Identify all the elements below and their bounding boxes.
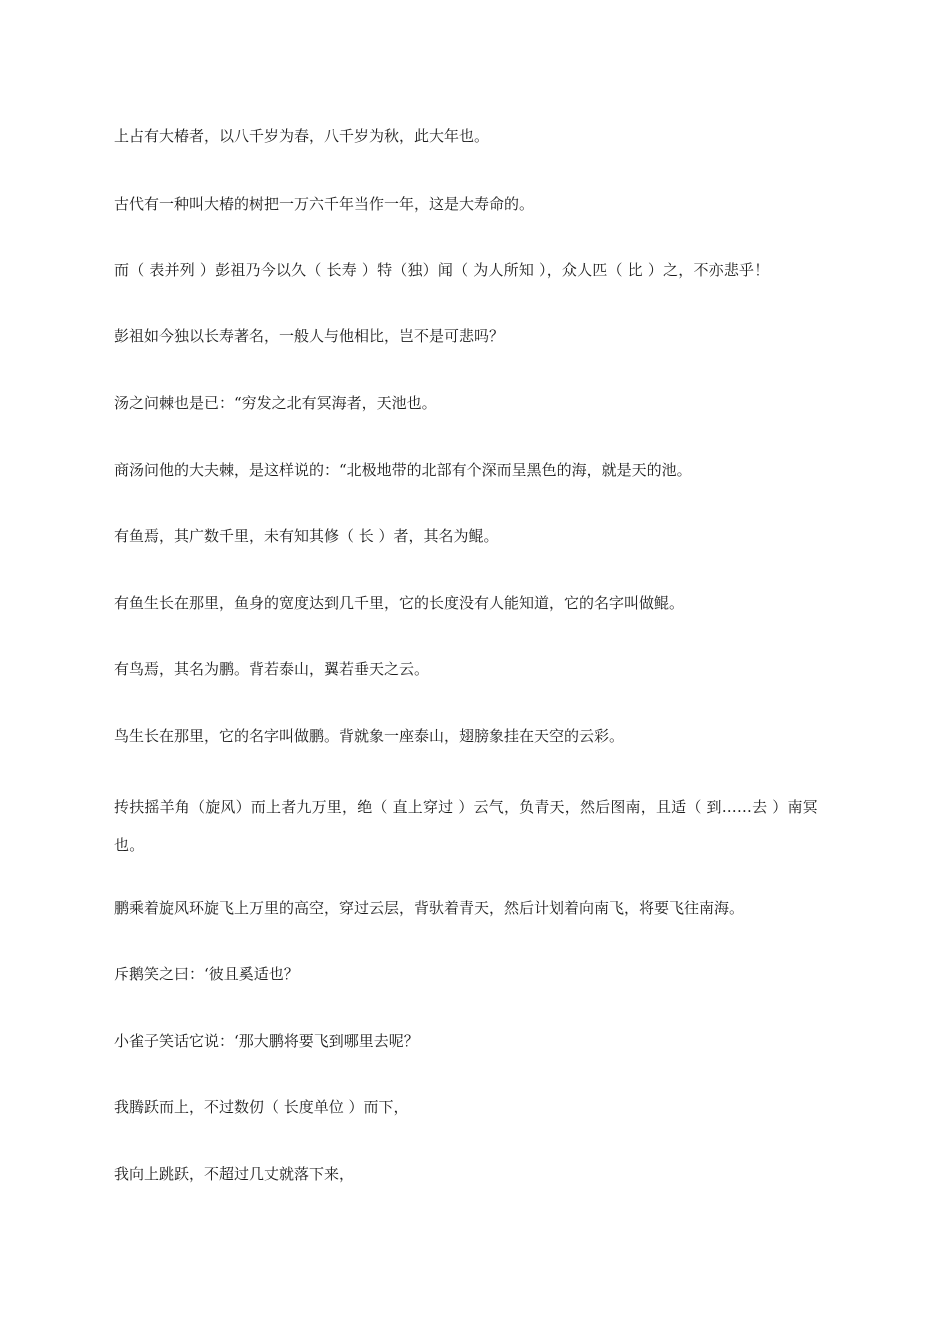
paragraph-4: 彭祖如今独以长寿著名，一般人与他相比，岂不是可悲吗？ <box>114 327 505 345</box>
paragraph-2: 古代有一种叫大椿的树把一万六千年当作一年，这是大寿命的。 <box>114 195 535 213</box>
paragraph-12: 鹏乘着旋风环旋飞上万里的高空，穿过云层，背驮着青天，然后计划着向南飞，将要飞往南海。 <box>114 899 745 917</box>
paragraph-7: 有鱼焉，其广数千里，未有知其修（ 长 ）者，其名为鲲。 <box>114 527 499 545</box>
paragraph-5: 汤之问棘也是已：“穷发之北有冥海者，天池也。 <box>114 394 437 412</box>
paragraph-10: 鸟生长在那里，它的名字叫做鹏。背就象一座泰山，翅膀象挂在天空的云彩。 <box>114 727 625 745</box>
paragraph-1: 上占有大椿者，以八千岁为春，八千岁为秋，此大年也。 <box>114 127 490 145</box>
paragraph-11: 抟扶摇羊角（旋风）而上者九万里，绝（ 直上穿过 ）云气，负青天，然后图南，且适（ 到……去 ）南冥也。 <box>114 798 818 854</box>
paragraph-16: 我向上跳跃，不超过几丈就落下来， <box>114 1165 355 1183</box>
paragraph-13: 斥鹅笑之曰：‘彼且奚适也？ <box>114 965 299 983</box>
paragraph-9: 有鸟焉，其名为鹏。背若泰山，翼若垂天之云。 <box>114 660 430 678</box>
paragraph-8: 有鱼生长在那里，鱼身的宽度达到几千里，它的长度没有人能知道，它的名字叫做鲲。 <box>114 594 685 612</box>
paragraph-6: 商汤问他的大夫棘，是这样说的：“北极地带的北部有个深而呈黑色的海，就是天的池。 <box>114 461 692 479</box>
paragraph-3: 而（ 表并列 ）彭祖乃今以久（ 长寿 ）特（独）闻（ 为人所知 ），众人匹（ 比 ）之，不亦悲乎！ <box>114 261 770 279</box>
paragraph-15: 我腾跃而上，不过数仞（ 长度单位 ）而下， <box>114 1098 409 1116</box>
paragraph-14: 小雀子笑话它说：‘那大鹏将要飞到哪里去呢？ <box>114 1032 419 1050</box>
